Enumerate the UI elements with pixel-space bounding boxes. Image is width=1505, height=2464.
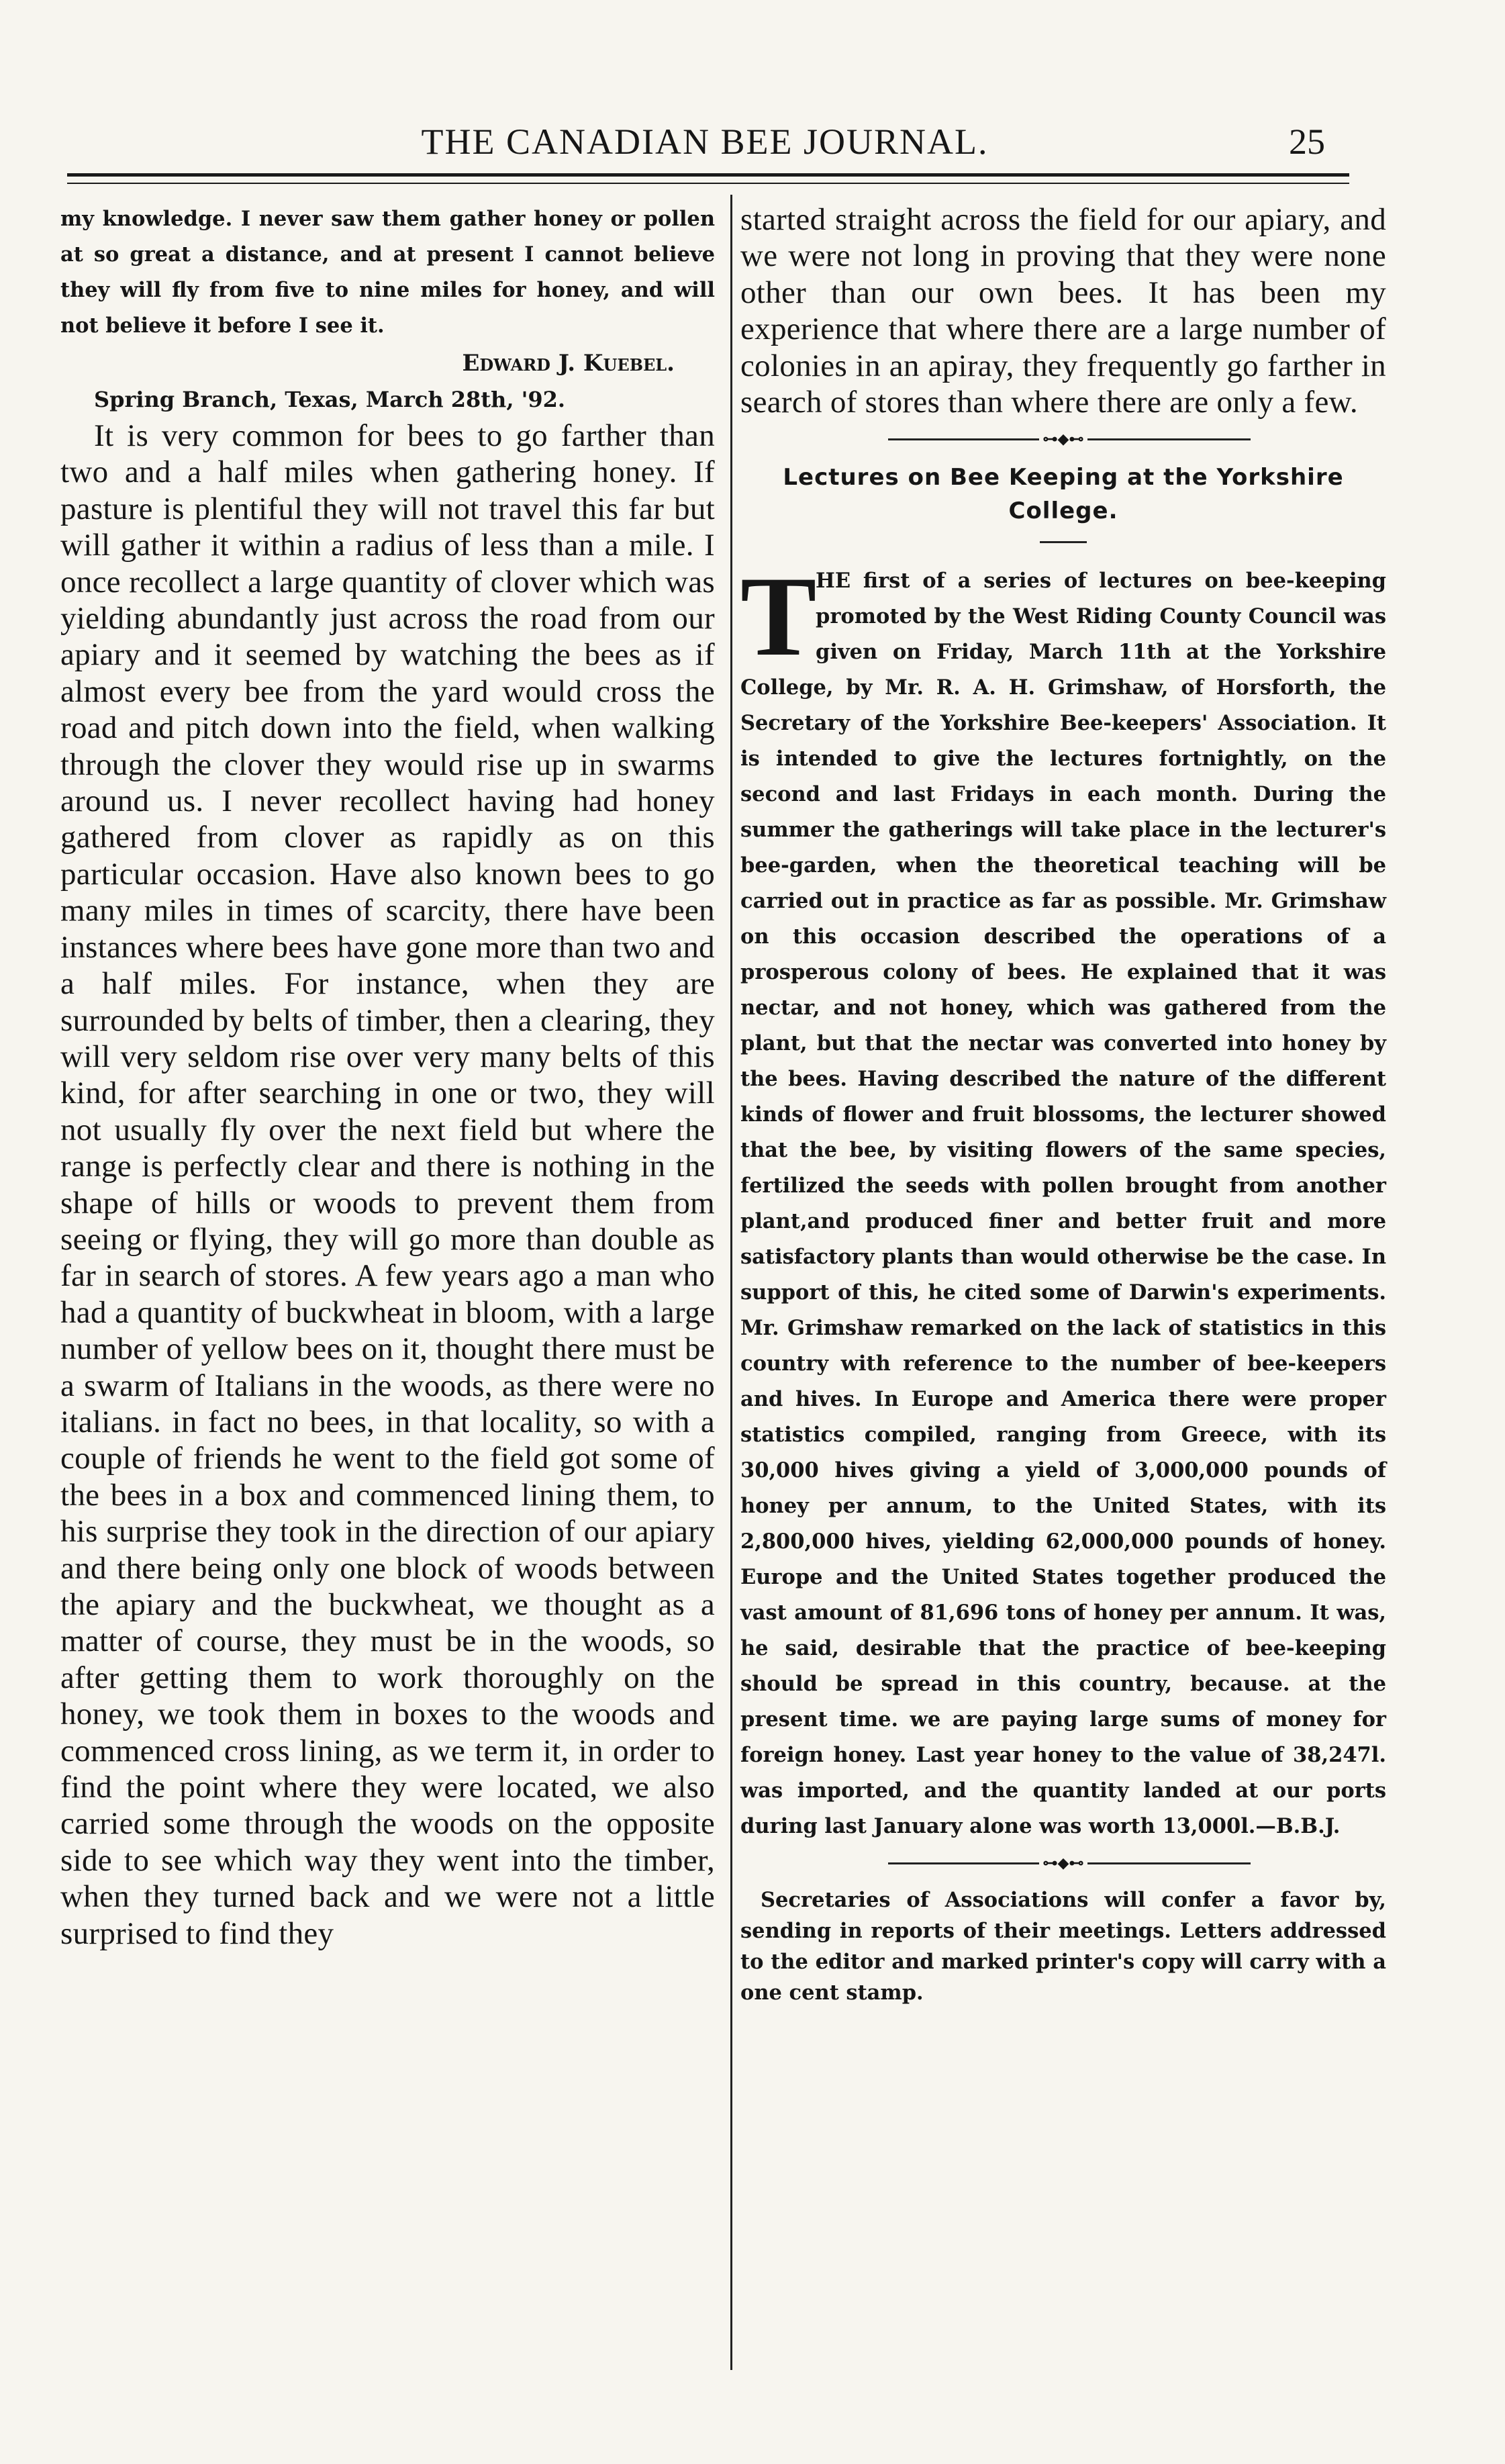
- letter-ending: my knowledge. I never saw them gather honey or pollen at so great a distance, and at present I cannot believe they will fly from five to nine miles for honey, and will not believe it before I see it.: [60, 207, 715, 338]
- lectures-body: HE first of a series of lectures on bee-keeping promoted by the West Riding County Council was given on Friday, March 11th at the Yorkshire College, by Mr. R. A. H. Grimshaw, of Horsforth, the Secretary of the Yorkshire Bee-keepers' Association. It is intended to give the lectures fortnightly, on the second and last Fridays in each month. During the summer the gatherings will take place in the lecturer's bee-garden, when the theoretical teaching will be carried out in practice as far as possible. Mr. Grimshaw on this occasion described the operations of a prosperous colony of bees. He explained that it was nectar, and not honey, which was gathered from the plant, but that the nectar was converted into honey by the bees. Having described the nature of the different kinds of flower and fruit blossoms, the lecturer showed that the bee, by visiting flowers of the same species, fertilized the seeds with pollen brought from another plant,and produced finer and better fruit and more satisfactory plants than would otherwise be the case. In support of this, he cited some of Darwin's experiments. Mr. Grimshaw remarked on the lack of statistics in this country with reference to the number of bee-keepers and hives. In Europe and America there were proper statistics compiled, ranging from Greece, with its 30,000 hives giving a yield of 3,000,000 pounds of honey per annum, to the United States, with its 2,800,000 hives, yielding 62,000,000 pounds of honey. Europe and the United States together produced the vast amount of 81,696 tons of honey per annum. It was, he said, desirable that the practice of bee-keeping should be spread in this country, because. at the present time. we are paying large sums of money for foreign honey. Last year honey to the value of 38,247l. was imported, and the quantity landed at our ports during last January alone was worth 13,000l.—B.B.J.: [740, 569, 1386, 1839]
- editorial-reply: It is very common for bees to go farther than two and a half miles when gathering honey. If pasture is plentiful they will not travel this far but will gather it within a radius of less than a mile. I once recollect a large quantity of clover which was yielding abundantly just across the road from our apiary and it seemed by watching the bees as if almost every bee from the yard would cross the road and pitch down into the field, when walking through the clover they would rise up in swarms around us. I never recollect having had honey gathered from clover as rapidly as on this particular occasion. Have also known bees to go many miles in times of scarcity, there have been instances where bees have gone more than two and a half miles. For instance, when they are surrounded by belts of timber, then a clearing, they will very seldom rise over very many belts of this kind, for after searching in one or two, they will not usually fly over the next field but where the range is perfectly clear and there is nothing in the shape of hills or woods to prevent them from seeing or flying, they will go more than double as far in search of stores. A few years ago a man who had a quantity of buckwheat in bloom, with a large number of yellow bees on it, thought there must be a swarm of Italians in the woods, as there were no italians. in fact no bees, in that locality, so with a couple of friends he went to the field got some of the bees in a box and commenced lining them, to his surprise they took in the direction of our apiary and there being only one block of woods between the apiary and the buckwheat, we thought as a matter of course, they must be in the woods, so after getting them to work thoroughly on the honey, we took them in boxes to the woods and commenced cross lining, as we term it, in order to find the point where they were located, we also carried some through the woods on the opposite side to see which way they went into the timber, when they turned back and we were not a little surprised to find they: [60, 418, 715, 1951]
- left-column: [60, 201, 715, 1952]
- section-ornament-2: ⊶◆⊷: [740, 1856, 1386, 1870]
- page-number: 25: [1289, 122, 1325, 162]
- secretaries-notice: Secretaries of Associations will confer a favor by, sending in reports of their meetings. Letters addressed to the editor and marked printer's copy will carry with a one cent stamp.: [740, 1888, 1386, 2005]
- lectures-heading: Lectures on Bee Keeping at the Yorkshire College.: [783, 464, 1344, 525]
- right-column: [740, 201, 1386, 2008]
- drop-cap: T: [740, 553, 817, 680]
- heading-rule: [1040, 541, 1087, 543]
- letter-signature: Edward J. Kuebel.: [462, 350, 675, 377]
- lectures-article: [740, 553, 1386, 1844]
- editorial-continuation: started straight across the field for our apiary, and we were not long in proving that they were none other than our own bees. It has been my experience that where there are a large number of colonies in an apiray, they frequently go farther in search of stores than where there are only a few.: [740, 202, 1386, 420]
- column-divider: [730, 195, 732, 2370]
- header-rule-thick: [67, 173, 1349, 177]
- letter-place-date: Spring Branch, Texas, March 28th, '92.: [94, 387, 566, 412]
- header-rule-thin: [67, 183, 1349, 184]
- running-header: THE CANADIAN BEE JOURNAL.: [421, 122, 989, 162]
- section-ornament: ⊶◆⊷: [740, 432, 1386, 446]
